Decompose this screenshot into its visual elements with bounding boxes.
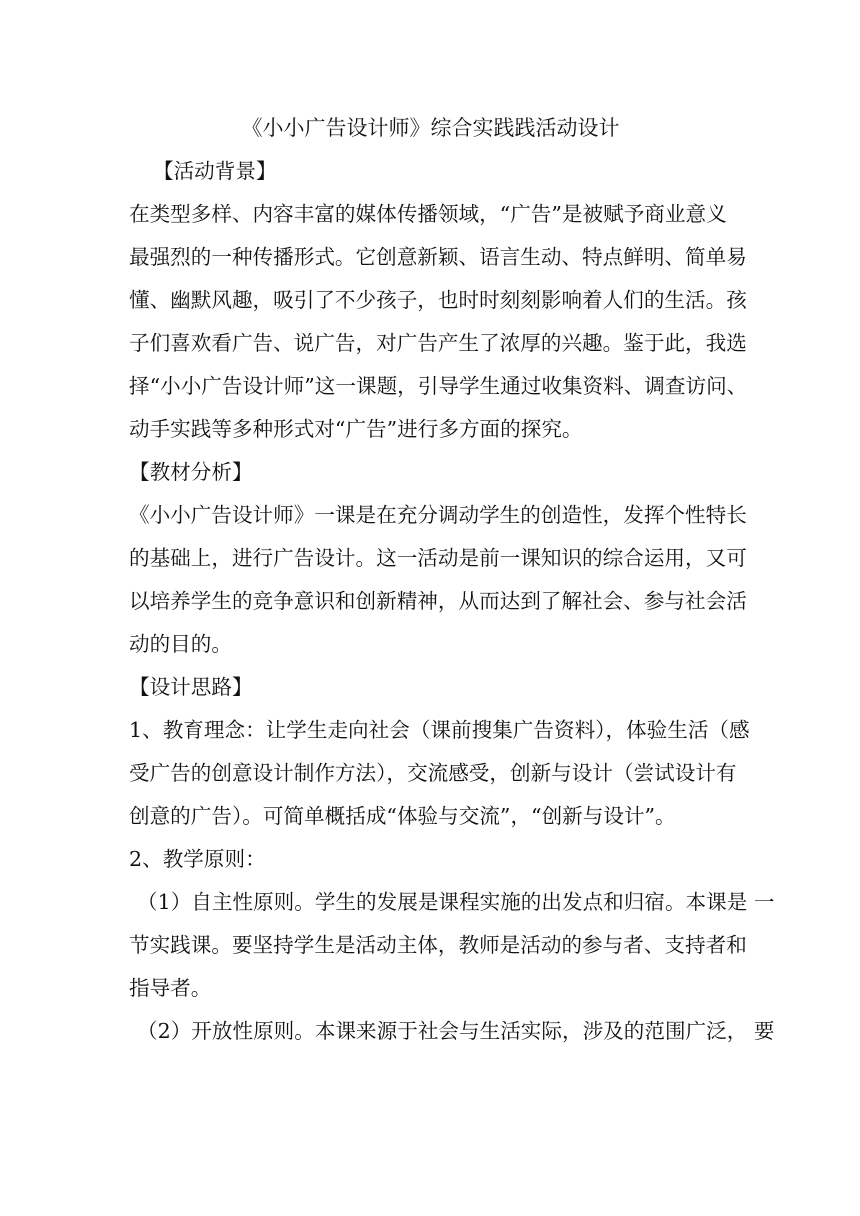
item-heading-teaching-principles: 2、教学原则： (129, 847, 266, 871)
paragraph-line: 子们喜欢看广告、说广告，对广告产生了浓厚的兴趣。鉴于此，我选 (129, 331, 747, 355)
paragraph-line: 节实践课。要坚持学生是活动主体，教师是活动的参与者、支持者和 (129, 933, 747, 957)
section-heading-material-analysis: 【教材分析】 (129, 460, 253, 484)
paragraph-line: （1）自主性原则。学生的发展是课程实施的出发点和归宿。本课是 一 (137, 890, 775, 914)
document-title: 《小小广告设计师》综合实践践活动设计 (241, 116, 620, 140)
paragraph-line: 指导者。 (129, 976, 212, 1000)
paragraph-line: 择“小小广告设计师”这一课题，引导学生通过收集资料、调查访问、 (129, 374, 748, 398)
document-body (129, 108, 775, 1050)
paragraph-line: 动手实践等多种形式对“广告”进行多方面的探究。 (129, 417, 583, 441)
paragraph-line: （2）开放性原则。本课来源于社会与生活实际，涉及的范围广泛， 要 (137, 1019, 775, 1043)
section-heading-background: 【活动背景】 (153, 159, 277, 183)
paragraph-line: 1、教育理念：让学生走向社会（课前搜集广告资料），体验生活（感 (129, 718, 750, 742)
paragraph-line: 以培养学生的竞争意识和创新精神，从而达到了解社会、参与社会活 (129, 589, 747, 613)
paragraph-line: 最强烈的一种传播形式。它创意新颖、语言生动、特点鲜明、简单易 (129, 245, 747, 269)
paragraph-line: 创意的广告）。可简单概括成“体验与交流”，“创新与设计”。 (129, 804, 676, 828)
paragraph-line: 动的目的。 (129, 632, 232, 656)
paragraph-line: 在类型多样、内容丰富的媒体传播领域，“广告”是被赋予商业意义 (129, 202, 727, 226)
paragraph-line: 懂、幽默风趣，吸引了不少孩子，也时时刻刻影响着人们的生活。孩 (129, 288, 747, 312)
section-heading-design-ideas: 【设计思路】 (129, 675, 253, 699)
paragraph-line: 的基础上，进行广告设计。这一活动是前一课知识的综合运用，又可 (129, 546, 747, 570)
paragraph-line: 受广告的创意设计制作方法），交流感受，创新与设计（尝试设计有 (129, 761, 737, 785)
paragraph-line: 《小小广告设计师》一课是在充分调动学生的创造性，发挥个性特长 (129, 503, 747, 527)
